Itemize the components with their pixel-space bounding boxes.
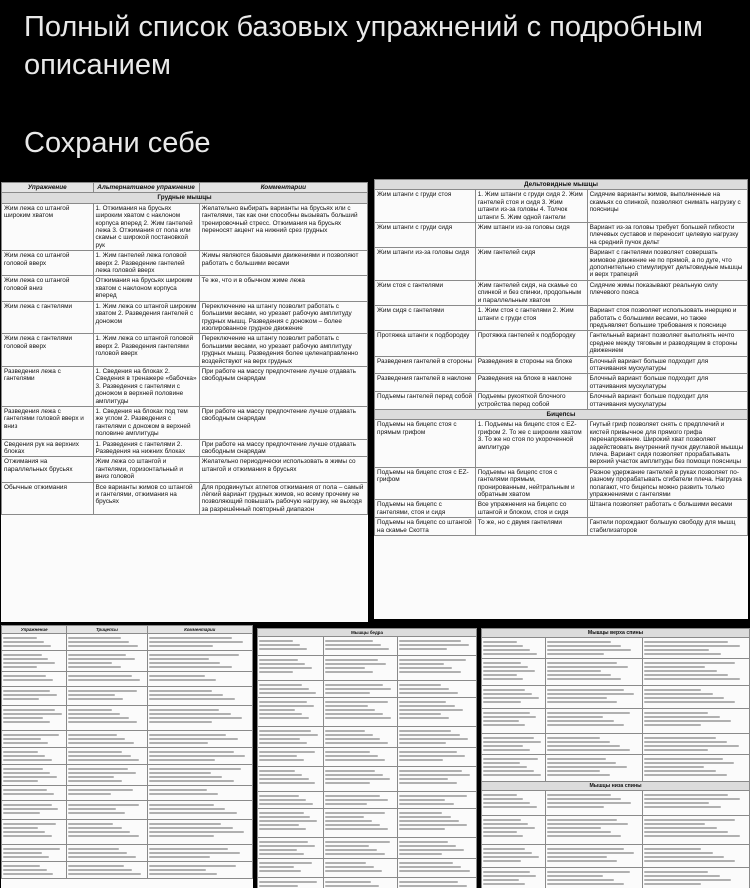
table-row: Подъемы на бицепс стоя с EZ-грифом Подъемы на бицепс стоя с гантелями прямым, пронированным, нейтральным и обратным хватом Разное удержание гантелей в руках позволяет по-разному прорабатывать сгибатели плеча. Нагрузка полагают, что бицепсы можно развить только упражнениями с гантелями [375, 467, 748, 500]
table-row: Подъемы на бицепс со штангой на скамье Скотта То же, но с двумя гантелями Гантели порождают большую свободу для мышц стабилизаторов [375, 518, 748, 536]
table-row: Сведения рук на верхних блоках 1. Разведения с гантелями 2. Разведения на нижних блоках При работе на массу предпочтение лучше отдавать свободным снарядам [2, 439, 368, 457]
table-row [258, 838, 477, 859]
table-row [2, 801, 253, 820]
table-row: Разведения лежа с гантелями 1. Сведения на блоках 2. Сведения в тренажере «бабочка» 3. Разведения с гантелями с доножом в верхней половине амплитуды При работе на массу предпочтение лучше отдавать свободным снарядам [2, 366, 368, 406]
table-row: Протяжка штанги к подбородку Протяжка гантелей к подбородку Гантельный вариант позволяет выполнять нечто среднее между тяговым и разводящим в стороны движением [375, 331, 748, 356]
table-row: Подъемы гантелей перед собой Подъемы рукояткой блочного устройства перед собой Блочный вариант больше подходит для оттачивания мускулатуры [375, 392, 748, 410]
table-row [2, 820, 253, 845]
section-title: Мышцы низа спины [482, 782, 750, 791]
table-row: Подъемы на бицепс стоя с прямым грифом 1. Подъемы на бицепс стоя с EZ-грифом 2. То же с широким хватом 3. То же но стоя по укороченной амплитуде Гнутый гриф позволяет снять с предплечий и кистей привычное для прямого грифа перенапряжение. Широкий хват позволяет задействовать внутренний пучок двуглавой мышцы плеча. Вариант сидя позволяет прорабатывать верхний участок амплитуды без помощи поясницы [375, 420, 748, 467]
section-title: Грудные мышцы [2, 193, 368, 203]
table-row [2, 765, 253, 786]
table-row [258, 859, 477, 878]
table-row [258, 792, 477, 809]
table-row [258, 748, 477, 767]
table-row [2, 651, 253, 672]
table-row [482, 638, 750, 659]
table-row: Жим лежа со штангой головой вверх 1. Жим гантелей лежа головой вверх 2. Разведение гантелей лежа головой вверх Жимы являются базовыми движениями и позволяют работать с большими весами [2, 251, 368, 276]
table-row: Разведения гантелей в наклоне Разведения на блоке в наклоне Блочный вариант больше подходит для оттачивания мускулатуры [375, 374, 748, 392]
table-row [258, 656, 477, 681]
table-row [2, 706, 253, 731]
table-row [2, 672, 253, 687]
section-title: Бицепсы [375, 409, 748, 419]
table-row: Жим лежа со штангой головой вниз Отжимания на брусьях широким хватом с наклоном корпуса вперед Те же, что и в обычном жиме лежа [2, 276, 368, 301]
post-subtitle: Сохрани себе [24, 127, 211, 159]
table-row [258, 878, 477, 888]
table-row [482, 816, 750, 845]
table-row: Разведения гантелей в стороны Разведения в стороны на блоке Блочный вариант больше подходит для оттачивания мускулатуры [375, 356, 748, 374]
table-row: Жим стоя с гантелями Жим гантелей сидя, на скамье со спинкой и без спинки, продольным и параллельным хватом Сидячие жимы показывают реальную силу плечевого пояса [375, 280, 748, 305]
table-row [482, 709, 750, 734]
deltoids-biceps-table [374, 179, 748, 619]
table-row [2, 748, 253, 765]
section-title: Дельтовидные мышцы [375, 180, 748, 190]
triceps-table [1, 625, 253, 888]
table-row [2, 731, 253, 748]
section-title: Мышцы верха спины [482, 629, 750, 638]
table-row [482, 734, 750, 755]
table-row [2, 786, 253, 801]
table-row: Жим лежа с гантелями головой вверх 1. Жим лежа со штангой головой вверх 2. Разведения гантелями головой вверх Переключение на штангу позволит работать с большими весами, но урезает рабочую амплитуду грудных мышц. Разведения более целенаправленно воздействуют на верх грудных [2, 334, 368, 367]
table-row [482, 686, 750, 709]
table-row [258, 727, 477, 748]
table-row [2, 687, 253, 706]
back-muscles-table [481, 628, 750, 888]
table-row [482, 791, 750, 816]
table-row [2, 634, 253, 651]
table-row: Жим лежа с гантелями 1. Жим лежа со штангой широким хватом 2. Разведения гантелей с доножом Переключение на штангу позволит работать с большими весами, но урезает рабочую амплитуду грудных мышц. Разведения с доножом – более изолированное грудное движение [2, 301, 368, 334]
chest-exercises-table [1, 182, 368, 622]
table-row [482, 755, 750, 782]
post-title: Полный список базовых упражнений с подробным описанием [24, 11, 703, 81]
section-title: Мышцы бедра [258, 629, 477, 637]
table-row [482, 659, 750, 686]
table-row [258, 809, 477, 838]
thigh-muscles-table [257, 628, 477, 888]
table-row [2, 862, 253, 879]
table-row: Отжимания на параллельных брусьях Жим лежа со штангой и гантелями, горизонтальный и вниз головой Желательно периодически использовать в жимы со штангой и отжимания в брусьях [2, 457, 368, 482]
table-row [482, 868, 750, 888]
table-row: Жим лежа со штангой широким хватом 1. Отжимания на брусьях широким хватом с наклоном корпуса вперед 2. Жим гантелей лежа 3. Отжимания от пола или скамьи с широкой постановкой рук Желательно выбирать варианты на брусьях или с гантелями, так как они способны вызывать больший тренировочный стресс. Отжимания на брусьях переносят акцент на нижний срез грудных [2, 203, 368, 250]
table-row [258, 698, 477, 727]
table-row: Подъемы на бицепс с гантелями, стоя и сидя Все упражнения на бицепс со штангой и блоком, стоя и сидя Штанга позволяет работать с большими весами [375, 500, 748, 518]
table-row: Жим штанги с груди стоя 1. Жим штанги с груди сидя 2. Жим гантелей стоя и сидя 3. Жим штанги из-за головы 4. Толчок штанги 5. Жим одной гантели Сидячие варианты жимов, выполненные на скамьях со спинкой, позволяют снимать нагрузку с поясницы [375, 190, 748, 223]
column-header: Альтернативное упражнение [93, 183, 199, 193]
column-header: Упражнение [2, 626, 67, 634]
table-row [258, 767, 477, 792]
table-row [258, 637, 477, 656]
table-row: Жим штанги с груди сидя Жим штанги из-за головы сидя Вариант из-за головы требует большей гибкости плечевых суставов и переносит целевую нагрузку на средний пучок дельт [375, 223, 748, 248]
column-header: Комментарии [199, 183, 367, 193]
table-row: Разведения лежа с гантелями головой вверх и вниз 1. Сведения на блоках под тем же углом 2. Разведения с гантелями с доножом в верхней половине амплитуды При работе на массу предпочтение лучше отдавать свободным снарядам [2, 406, 368, 439]
table-row [482, 845, 750, 868]
table-row: Жим сидя с гантелями 1. Жим стоя с гантелями 2. Жим штанги с груди стоя Вариант стоя позволяет использовать инерцию и работать с большими весами, но также предъявляет большие требования к пояснице [375, 306, 748, 331]
column-header: Комментарии [147, 626, 252, 634]
column-header: Упражнение [2, 183, 94, 193]
column-header: Трицепсы [67, 626, 147, 634]
table-row [258, 681, 477, 698]
table-row [2, 845, 253, 862]
table-row: Жим штанги из-за головы сидя Жим гантелей сидя Вариант с гантелями позволяет совершать жимовое движение не по прямой, а по дуге, что дополнительно стимулирует дельтовидные мышцы и верх трапеций [375, 248, 748, 281]
table-row: Обычные отжимания Все варианты жимов со штангой и гантелями, отжимания на брусьях Для продвинутых атлетов отжимания от пола – самый лёгкий вариант грудных жимов, но всему прочему не позволяющий повышать рабочую нагрузку, не выходя за разрешённый повторный диапазон [2, 482, 368, 515]
